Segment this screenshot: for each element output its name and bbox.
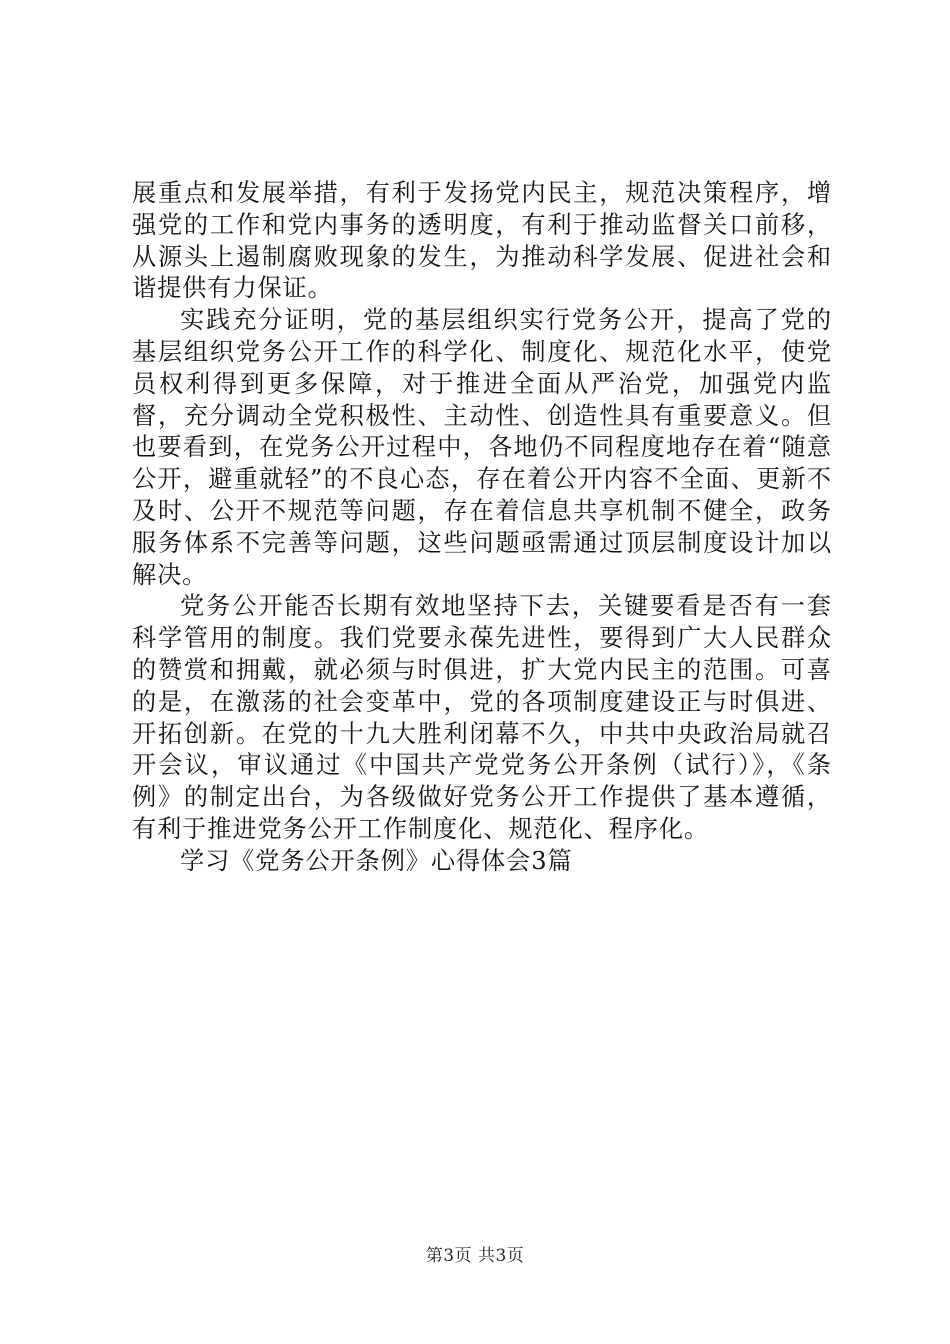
- paragraph-3: 党务公开能否长期有效地坚持下去，关键要看是否有一套科学管用的制度。我们党要永葆先进性，要得到广大人民群众的赞赏和拥戴，就必须与时俱进，扩大党内民主的范围。可喜的是，在激荡的社会变革中，党的各项制度建设正与时俱进、开拓创新。在党的十九大胜利闭幕不久，中共中央政治局就召开会议，审议通过《中国共产党党务公开条例（试行）》，《条例》的制定出台，为各级做好党务公开工作提供了基本遵循，有利于推进党务公开工作制度化、规范化、程序化。: [132, 592, 832, 843]
- page-number-footer: 第3页 共3页: [425, 1246, 525, 1266]
- document-title-line: 学习《党务公开条例》心得体会3篇: [180, 846, 573, 875]
- document-body: [132, 178, 832, 878]
- paragraph-1: 展重点和发展举措，有利于发扬党内民主，规范决策程序，增强党的工作和党内事务的透明度，有利于推动监督关口前移，从源头上遏制腐败现象的发生，为推动科学发展、促进社会和谐提供有力保证。: [132, 179, 832, 303]
- paragraph-2: 实践充分证明，党的基层组织实行党务公开，提高了党的基层组织党务公开工作的科学化、制度化、规范化水平，使党员权利得到更多保障，对于推进全面从严治党，加强党内监督，充分调动全党积极性、主动性、创造性具有重要意义。但也要看到，在党务公开过程中，各地仍不同程度地存在着“随意公开，避重就轻”的不良心态，存在着公开内容不全面、更新不及时、公开不规范等问题，存在着信息共享机制不健全，政务服务体系不完善等问题，这些问题亟需通过顶层制度设计加以解决。: [132, 306, 832, 589]
